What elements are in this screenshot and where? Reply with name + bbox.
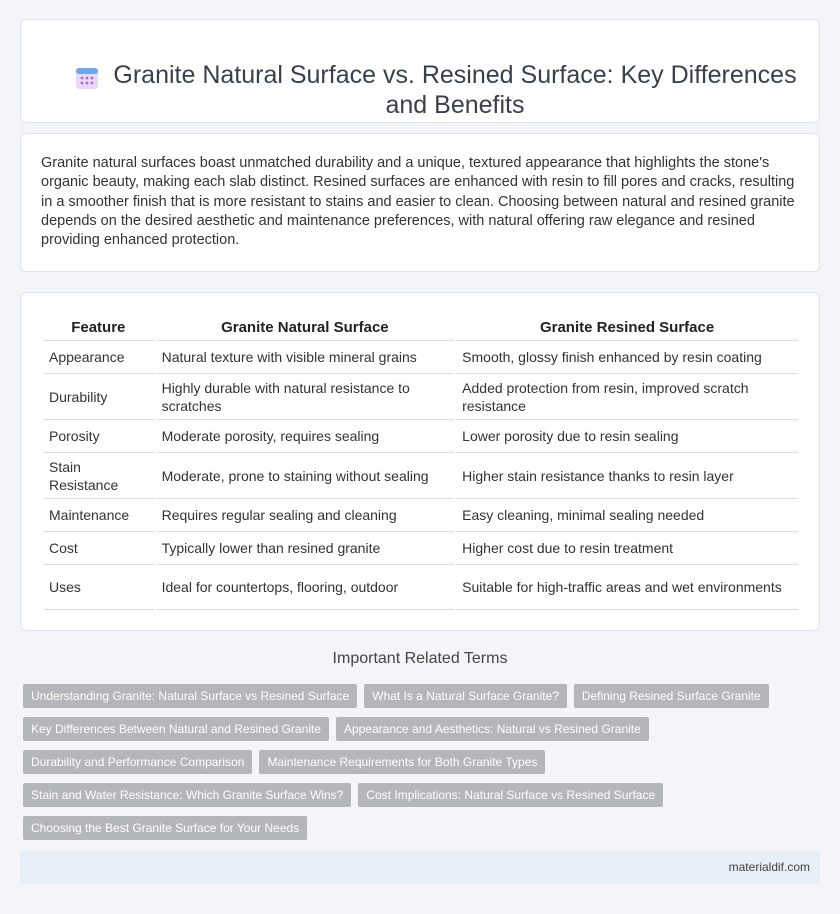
page-title: Granite Natural Surface vs. Resined Surface: Key Differences and Benefits [113,61,797,119]
table-cell: Natural texture with visible mineral grains [156,343,455,374]
related-term-tag[interactable]: Maintenance Requirements for Both Granite Types [259,750,545,774]
table-row [43,534,798,565]
intro-paragraph: Granite natural surfaces boast unmatched durability and a unique, textured appearance that highlights the stone's organic beauty, making each slab distinct. Resined surfaces are enhanced with resin to fill pores and cracks, resulting in a smoother finish that is more resistant to stains and easier to clean. Choosing between natural and resined granite depends on the desired aesthetic and maintenance preferences, with natural offering raw elegance and resined providing enhanced protection. [41,155,795,249]
table-cell: Higher stain resistance thanks to resin layer [456,455,798,499]
table-cell: Moderate, prone to staining without sealing [156,455,455,499]
table-cell: Easy cleaning, minimal sealing needed [456,501,798,532]
related-terms-list [23,684,823,849]
table-cell: Stain Resistance [43,455,154,499]
intro-card [20,133,820,272]
table-row [43,567,798,610]
comparison-table [41,313,800,612]
table-cell: Requires regular sealing and cleaning [156,501,455,532]
related-term-tag[interactable]: Understanding Granite: Natural Surface vs Resined Surface [23,684,357,708]
table-cell: Uses [43,567,154,610]
table-cell: Durability [43,376,154,420]
table-header-cell: Granite Resined Surface [456,315,798,341]
table-cell: Moderate porosity, requires sealing [156,422,455,453]
table-cell: Suitable for high-traffic areas and wet environments [456,567,798,610]
table-cell: Higher cost due to resin treatment [456,534,798,565]
table-cell: Smooth, glossy finish enhanced by resin coating [456,343,798,374]
calendar-grid-icon [73,64,101,92]
related-term-tag[interactable]: Appearance and Aesthetics: Natural vs Resined Granite [336,717,649,741]
related-terms-title: Important Related Terms [332,650,508,667]
table-row [43,343,798,374]
related-term-tag[interactable]: Defining Resined Surface Granite [574,684,769,708]
table-header-cell: Granite Natural Surface [156,315,455,341]
related-term-tag[interactable]: What Is a Natural Surface Granite? [364,684,567,708]
table-cell: Maintenance [43,501,154,532]
table-cell: Appearance [43,343,154,374]
table-cell: Highly durable with natural resistance to scratches [156,376,455,420]
table-cell: Lower porosity due to resin sealing [456,422,798,453]
table-cell: Added protection from resin, improved scratch resistance [456,376,798,420]
table-cell: Typically lower than resined granite [156,534,455,565]
table-cell: Porosity [43,422,154,453]
footer [20,850,820,884]
comparison-table-card [20,292,820,631]
table-header-cell: Feature [43,315,154,341]
footer-site-link[interactable]: materialdif.com [728,860,810,874]
related-term-tag[interactable]: Choosing the Best Granite Surface for Your Needs [23,816,307,840]
table-cell: Ideal for countertops, flooring, outdoor [156,567,455,610]
table-cell: Cost [43,534,154,565]
related-term-tag[interactable]: Key Differences Between Natural and Resined Granite [23,717,329,741]
related-term-tag[interactable]: Durability and Performance Comparison [23,750,252,774]
table-row [43,455,798,499]
table-row [43,376,798,420]
related-term-tag[interactable]: Stain and Water Resistance: Which Granite Surface Wins? [23,783,351,807]
table-row [43,422,798,453]
table-header-row [43,315,798,341]
table-row [43,501,798,532]
header-card [20,19,820,123]
related-term-tag[interactable]: Cost Implications: Natural Surface vs Resined Surface [358,783,663,807]
